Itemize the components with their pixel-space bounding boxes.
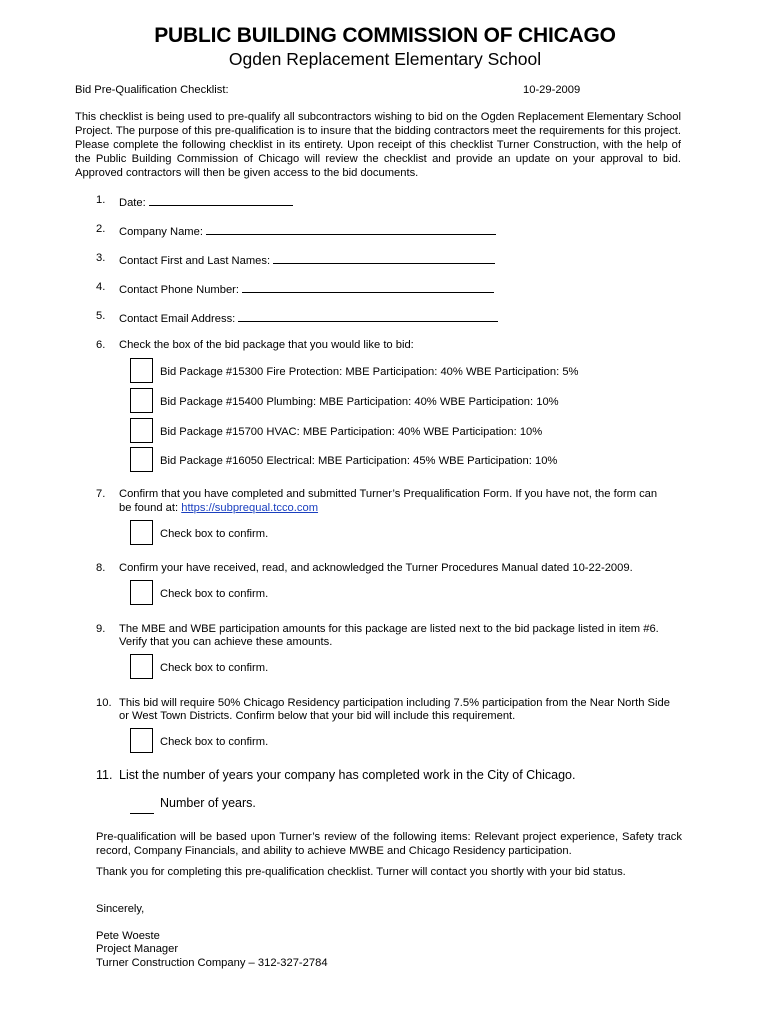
years-input-line[interactable]: [130, 812, 154, 814]
document-title: PUBLIC BUILDING COMMISSION OF CHICAGO: [154, 24, 616, 47]
item-number-2: 2.: [96, 223, 106, 235]
residency-text-line2: or West Town Districts. Confirm below that your bid will include this requirement.: [119, 710, 516, 722]
contact-names-label: Contact First and Last Names:: [119, 255, 271, 267]
company-name-label: Company Name:: [119, 226, 203, 238]
bid-package-15400-label: Bid Package #15400 Plumbing: MBE Participation: 40% WBE Participation: 10%: [160, 396, 559, 408]
prequal-form-text-line1: Confirm that you have completed and submitted Turner’s Prequalification Form. If you have not, the form can: [119, 488, 658, 500]
item-number-6: 6.: [96, 339, 106, 351]
item-number-10: 10.: [96, 697, 112, 709]
bid-package-instruction: Check the box of the bid package that you would like to bid:: [119, 339, 414, 351]
item-number-9: 9.: [96, 623, 106, 635]
bid-package-15700-checkbox[interactable]: [130, 418, 153, 443]
item-number-4: 4.: [96, 281, 106, 293]
contact-phone-field[interactable]: [242, 280, 494, 293]
bid-package-15300-label: Bid Package #15300 Fire Protection: MBE Participation: 40% WBE Participation: 5%: [160, 366, 579, 378]
residency-confirm-label: Check box to confirm.: [160, 736, 269, 748]
years-label: Number of years.: [160, 796, 256, 810]
participation-text-line1: The MBE and WBE participation amounts for this package are listed next to the bid package listed in item #6.: [119, 623, 659, 635]
item-number-1: 1.: [96, 194, 106, 206]
thank-you-text: Thank you for completing this pre-qualification checklist. Turner will contact you shortly with your bid status.: [96, 866, 626, 878]
signer-role: Project Manager: [96, 943, 179, 955]
item-number-5: 5.: [96, 310, 106, 322]
date-field-label: Date:: [119, 197, 146, 209]
prequal-criteria-paragraph: Pre-qualification will be based upon Turner’s review of the following items: Relevant project experience, Safety track record, Company Financials, and ability to achieve MWBE and Chicago Residency participation.: [96, 831, 682, 857]
intro-paragraph: This checklist is being used to pre-qualify all subcontractors wishing to bid on the Ogden Replacement Elementary School Project. The purpose of this pre-qualification is to insure that the bidding contractors meet the requirements for this project. Please complete the following checklist in its entirety. Upon receipt of this checklist Turner Construction, with the help of the Public Building Commission of Chicago will review the checklist and provide an update on your approval to bid. Approved contractors will then be given access to the bid documents.: [75, 111, 681, 179]
residency-confirm-checkbox[interactable]: [130, 728, 153, 753]
document-subtitle: Ogden Replacement Elementary School: [228, 49, 542, 69]
date-field-row: [119, 193, 293, 210]
prequal-form-link[interactable]: https://subprequal.tcco.com: [181, 502, 319, 514]
checklist-label: Bid Pre-Qualification Checklist:: [75, 84, 229, 96]
procedures-manual-confirm-checkbox[interactable]: [130, 580, 153, 605]
bid-package-16050-checkbox[interactable]: [130, 447, 153, 472]
contact-email-field[interactable]: [238, 309, 498, 322]
contact-phone-row: [119, 280, 494, 297]
prequal-form-text-line2: [119, 501, 318, 515]
procedures-manual-text: Confirm your have received, read, and acknowledged the Turner Procedures Manual dated 10-22-2009.: [119, 562, 633, 574]
item-number-8: 8.: [96, 562, 106, 574]
bid-package-16050-label: Bid Package #16050 Electrical: MBE Participation: 45% WBE Participation: 10%: [160, 455, 558, 467]
bid-package-15300-checkbox[interactable]: [130, 358, 153, 383]
participation-confirm-checkbox[interactable]: [130, 654, 153, 679]
signer-name: Pete Woeste: [96, 930, 160, 942]
item-number-11: 11.: [96, 768, 113, 782]
contact-phone-label: Contact Phone Number:: [119, 284, 240, 296]
company-name-row: [119, 222, 496, 239]
bid-package-15700-label: Bid Package #15700 HVAC: MBE Participation: 40% WBE Participation: 10%: [160, 426, 543, 438]
years-question-text: List the number of years your company has completed work in the City of Chicago.: [119, 768, 576, 782]
prequal-form-confirm-checkbox[interactable]: [130, 520, 153, 545]
company-name-field[interactable]: [206, 222, 496, 235]
residency-text-line1: This bid will require 50% Chicago Residency participation including 7.5% participation from the Near North Side: [119, 697, 670, 709]
prequal-form-confirm-label: Check box to confirm.: [160, 528, 269, 540]
bid-package-15400-checkbox[interactable]: [130, 388, 153, 413]
date-field[interactable]: [149, 193, 293, 206]
procedures-manual-confirm-label: Check box to confirm.: [160, 588, 269, 600]
contact-email-row: [119, 309, 498, 326]
signer-company: Turner Construction Company – 312-327-2784: [96, 957, 328, 969]
closing-text: Sincerely,: [96, 903, 145, 915]
document-date: 10-29-2009: [523, 84, 581, 96]
item-number-7: 7.: [96, 488, 106, 500]
contact-email-label: Contact Email Address:: [119, 313, 236, 325]
participation-confirm-label: Check box to confirm.: [160, 662, 269, 674]
contact-names-row: [119, 251, 495, 268]
item-number-3: 3.: [96, 252, 106, 264]
prequal-form-prefix: be found at:: [119, 502, 182, 514]
participation-text-line2: Verify that you can achieve these amounts.: [119, 636, 333, 648]
contact-names-field[interactable]: [273, 251, 495, 264]
